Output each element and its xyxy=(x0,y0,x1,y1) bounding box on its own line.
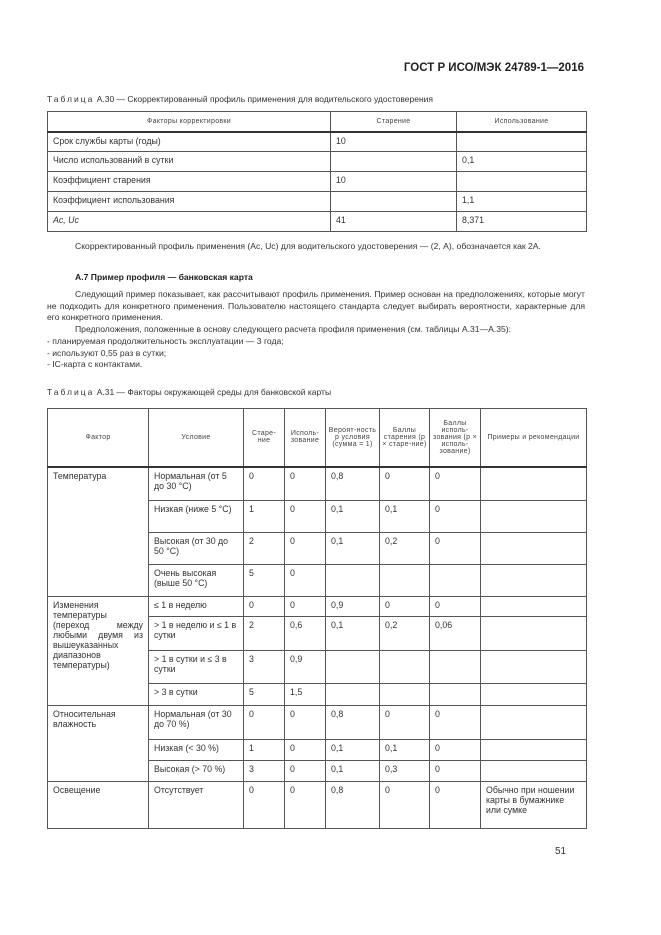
table-cell: 0 xyxy=(380,597,430,617)
column-header: Старение xyxy=(331,112,457,132)
table-cell: > 1 в неделю и ≤ 1 в сутки xyxy=(149,617,244,651)
table-cell xyxy=(430,651,481,684)
table-cell: 0,1 xyxy=(380,740,430,761)
table-cell: 0 xyxy=(430,597,481,617)
table-cell: 0 xyxy=(380,467,430,501)
column-header: Примеры и рекомендации xyxy=(481,409,587,467)
table-cell: Коэффициент старения xyxy=(48,172,331,192)
table-cell xyxy=(457,172,587,192)
caption-text: А.31 — Факторы окружающей среды для банковской карты xyxy=(96,387,332,397)
table-cell: 0,9 xyxy=(326,597,380,617)
table-cell xyxy=(481,706,587,740)
table-cell xyxy=(481,565,587,597)
table-cell: 0 xyxy=(285,706,326,740)
table-cell: Обычно при ношении карты в бумажнике или сумке xyxy=(481,782,587,829)
table-cell: 0,2 xyxy=(380,617,430,651)
table-row xyxy=(48,152,587,172)
table-cell: 0,1 xyxy=(457,152,587,172)
table-cell: Срок службы карты (годы) xyxy=(48,132,331,152)
table-cell: 0,1 xyxy=(380,501,430,533)
column-header: Баллы исполь-зования (p × исполь-зование) xyxy=(430,409,481,467)
paragraph-corrected-profile: Скорректированный профиль применения (Ac, Uc) для водительского удостоверения — (2, A), обозначается как 2A. xyxy=(75,241,541,251)
table-cell: Низкая (< 30 %) xyxy=(149,740,244,761)
column-header: Условие xyxy=(149,409,244,467)
table-row xyxy=(48,212,587,232)
table-cell: 0,8 xyxy=(326,782,380,829)
paragraph-assumptions: Предположения, положенные в основу следующего расчета профиля применения (см. таблицы А.31—А.35): xyxy=(75,324,512,334)
factor-cell: Изменения температуры (переход между любыми двумя из вышеуказанных диапазонов температуры) xyxy=(48,597,149,706)
table-cell xyxy=(481,467,587,501)
table-row xyxy=(48,132,587,152)
table-cell: 10 xyxy=(331,172,457,192)
column-header: Факторы корректировки xyxy=(48,112,331,132)
table-row xyxy=(48,192,587,212)
table-cell: 0 xyxy=(380,782,430,829)
list-item: - планируемая продолжительность эксплуатации — 3 года; xyxy=(47,336,284,346)
table-cell: 0 xyxy=(430,501,481,533)
table-cell xyxy=(380,684,430,706)
table-cell: 0,1 xyxy=(326,761,380,782)
table-cell: 0 xyxy=(285,565,326,597)
table-row xyxy=(48,467,587,501)
table-cell: 0,6 xyxy=(285,617,326,651)
document-header: ГОСТ Р ИСО/МЭК 24789-1—2016 xyxy=(403,62,584,74)
table-cell: 3 xyxy=(244,761,285,782)
table-cell: > 3 в сутки xyxy=(149,684,244,706)
caption-label: Таблица xyxy=(47,94,95,104)
table-cell: 0 xyxy=(430,761,481,782)
table-cell: 0,1 xyxy=(326,617,380,651)
table-cell: 5 xyxy=(244,684,285,706)
table-cell: 0 xyxy=(285,501,326,533)
table-cell: Нормальная (от 30 до 70 %) xyxy=(149,706,244,740)
table-cell: 0 xyxy=(285,533,326,565)
table-cell: Очень высокая (выше 50 °C) xyxy=(149,565,244,597)
column-header: Использование xyxy=(457,112,587,132)
table-cell: 2 xyxy=(244,533,285,565)
list-item: - IC-карта с контактами. xyxy=(47,359,143,369)
table-a31-caption xyxy=(47,387,331,397)
table-cell: Нормальная (от 5 до 30 °C) xyxy=(149,467,244,501)
table-cell: 3 xyxy=(244,651,285,684)
table-cell: Отсутствует xyxy=(149,782,244,829)
table-cell: 41 xyxy=(331,212,457,232)
table-cell: Ac, Uc xyxy=(48,212,331,232)
column-header: Старе-ние xyxy=(244,409,285,467)
table-cell xyxy=(380,651,430,684)
table-cell xyxy=(457,132,587,152)
table-cell xyxy=(481,501,587,533)
table-cell: 0 xyxy=(430,740,481,761)
list-item: - используют 0,55 раз в сутки; xyxy=(47,347,167,358)
table-cell xyxy=(326,651,380,684)
table-cell xyxy=(481,597,587,617)
table-cell: 0,1 xyxy=(326,533,380,565)
caption-text: А.30 — Скорректированный профиль применения для водительского удостоверения xyxy=(96,94,434,104)
table-cell: 0 xyxy=(285,761,326,782)
page-number: 51 xyxy=(555,846,567,857)
table-cell xyxy=(326,565,380,597)
table-cell: Низкая (ниже 5 °C) xyxy=(149,501,244,533)
table-cell xyxy=(481,761,587,782)
table-cell: ≤ 1 в неделю xyxy=(149,597,244,617)
table-cell xyxy=(481,684,587,706)
table-row xyxy=(48,172,587,192)
table-cell: 10 xyxy=(331,132,457,152)
factor-cell: Температура xyxy=(48,467,149,597)
table-a30-caption xyxy=(47,94,433,104)
table-cell: 1 xyxy=(244,501,285,533)
table-cell: 0 xyxy=(285,467,326,501)
table-cell: 0,2 xyxy=(380,533,430,565)
table-cell: 0,8 xyxy=(326,706,380,740)
table-cell xyxy=(481,740,587,761)
table-cell xyxy=(481,533,587,565)
table-cell: 0,1 xyxy=(326,501,380,533)
table-a30 xyxy=(47,111,587,232)
table-cell: 0,8 xyxy=(326,467,380,501)
table-row xyxy=(48,706,587,740)
table-cell xyxy=(380,565,430,597)
table-row xyxy=(48,782,587,829)
table-cell: 0 xyxy=(244,597,285,617)
table-cell: 8,371 xyxy=(457,212,587,232)
table-cell xyxy=(430,684,481,706)
table-cell: 1 xyxy=(244,740,285,761)
table-cell: Высокая (от 30 до 50 °C) xyxy=(149,533,244,565)
table-cell: 0 xyxy=(430,782,481,829)
column-header: Вероят-ность p условия (сумма = 1) xyxy=(326,409,380,467)
paragraph-example: Следующий пример показывает, как рассчитывают профиль применения. Пример основан на предположениях, которые могут не подходить для конкретного применения. Пользователю настоящего стандарта следует выбирать вероятности, характерные для его конкретного применения. xyxy=(47,289,585,322)
table-cell: 0 xyxy=(380,706,430,740)
table-row xyxy=(48,597,587,617)
table-cell: 0 xyxy=(244,467,285,501)
table-cell: 0,1 xyxy=(326,740,380,761)
table-cell: 0 xyxy=(285,782,326,829)
assumptions-list xyxy=(47,336,585,371)
table-cell: 0,3 xyxy=(380,761,430,782)
table-cell: 0 xyxy=(244,706,285,740)
column-header: Фактор xyxy=(48,409,149,467)
section-title: А.7 Пример профиля — банковская карта xyxy=(75,272,253,282)
table-cell: Высокая (> 70 %) xyxy=(149,761,244,782)
table-cell xyxy=(326,684,380,706)
table-cell xyxy=(481,651,587,684)
table-cell: 0 xyxy=(430,533,481,565)
table-cell xyxy=(430,565,481,597)
table-cell: Число использований в сутки xyxy=(48,152,331,172)
table-cell xyxy=(481,617,587,651)
column-header: Баллы старения (p × старе-ние) xyxy=(380,409,430,467)
table-cell xyxy=(331,152,457,172)
table-cell: 0 xyxy=(244,782,285,829)
table-cell: 1,5 xyxy=(285,684,326,706)
table-cell: > 1 в сутки и ≤ 3 в сутки xyxy=(149,651,244,684)
table-cell: 0 xyxy=(285,597,326,617)
table-cell: 0 xyxy=(285,740,326,761)
table-cell: 0,06 xyxy=(430,617,481,651)
table-cell: Коэффициент использования xyxy=(48,192,331,212)
table-cell: 2 xyxy=(244,617,285,651)
table-cell: 0,9 xyxy=(285,651,326,684)
table-cell: 0 xyxy=(430,467,481,501)
factor-cell: Освещение xyxy=(48,782,149,829)
table-cell: 0 xyxy=(430,706,481,740)
table-cell: 1,1 xyxy=(457,192,587,212)
table-a31 xyxy=(47,408,587,829)
table-cell: 5 xyxy=(244,565,285,597)
factor-cell: Относительная влажность xyxy=(48,706,149,782)
column-header: Исполь-зование xyxy=(285,409,326,467)
caption-label: Таблица xyxy=(47,387,95,397)
table-cell xyxy=(331,192,457,212)
